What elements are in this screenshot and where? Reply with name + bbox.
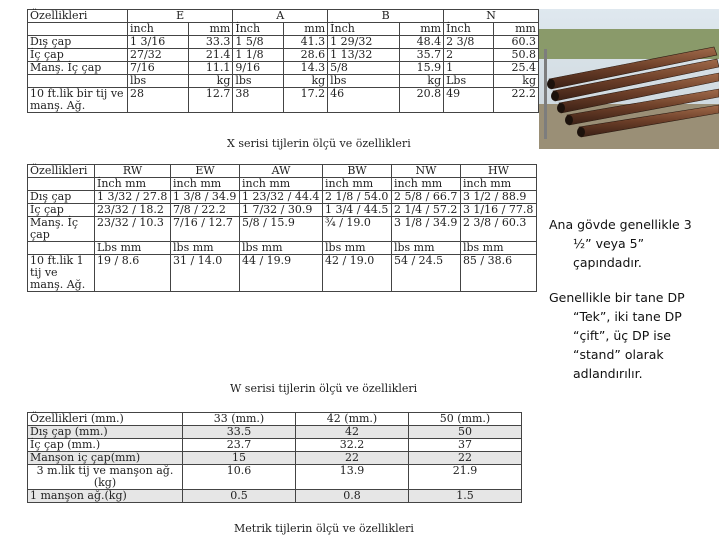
table-cell: 33.3 (188, 36, 233, 49)
header-cell: HW (460, 165, 536, 178)
table-cell: 1 29/32 (328, 36, 399, 49)
table-cell: 11.1 (188, 62, 233, 75)
table-cell: 23.7 (183, 439, 296, 452)
table-cell: inch mm (391, 178, 460, 191)
table-cell: 49 (444, 88, 494, 113)
table-cell: 19 / 8.6 (95, 255, 171, 292)
table-cell: 54 / 24.5 (391, 255, 460, 292)
row-label: Dış çap (mm.) (28, 426, 183, 439)
table-cell: inch mm (171, 178, 240, 191)
table-cell: 85 / 38.6 (460, 255, 536, 292)
table-cell: 1 5/8 (233, 36, 283, 49)
header-cell: EW (171, 165, 240, 178)
table-cell: İnch (328, 23, 399, 36)
table-cell: 9/16 (233, 62, 283, 75)
header-cell: NW (391, 165, 460, 178)
table-cell: lbs mm (391, 242, 460, 255)
units-row (28, 23, 539, 36)
table-cell: 1 13/32 (328, 49, 399, 62)
table-cell: 1 3/4 / 44.5 (323, 204, 392, 217)
table-cell: 21.4 (188, 49, 233, 62)
table-row (28, 490, 522, 503)
table-cell: 31 / 14.0 (171, 255, 240, 292)
units-row (28, 242, 537, 255)
table-cell: 32.2 (296, 439, 409, 452)
row-label: 1 manşon ağ.(kg) (28, 490, 183, 503)
w-series-table (27, 164, 537, 292)
header-cell: N (444, 10, 539, 23)
table-cell: 21.9 (409, 465, 522, 490)
row-label: Manşon iç çap(mm) (28, 452, 183, 465)
row-label: Manş. İç çap (28, 62, 128, 75)
table-caption: X serisi tijlerin ölçü ve özellikleri (227, 137, 411, 150)
table-cell: 2 5/8 / 66.7 (391, 191, 460, 204)
table-cell: Lbs (444, 75, 494, 88)
row-label: İç çap (28, 204, 95, 217)
table-cell: kg (399, 75, 444, 88)
table-cell: 14.3 (283, 62, 328, 75)
table-cell: 2 3/8 (444, 36, 494, 49)
table-cell: inch mm (460, 178, 536, 191)
table-cell: 7/8 / 22.2 (171, 204, 240, 217)
table-cell: 23/32 / 10.3 (95, 217, 171, 242)
table-header-row (28, 10, 539, 23)
units-row (28, 75, 539, 88)
row-label (28, 242, 95, 255)
row-label: İç çap (mm.) (28, 439, 183, 452)
table-cell: lbs (128, 75, 189, 88)
notes-text (549, 215, 709, 399)
header-cell: 33 (mm.) (183, 413, 296, 426)
table-row (28, 452, 522, 465)
table-cell: 3 1/8 / 34.9 (391, 217, 460, 242)
table-cell: 46 (328, 88, 399, 113)
table-row (28, 217, 537, 242)
table-cell: 35.7 (399, 49, 444, 62)
table-cell: kg (494, 75, 539, 88)
table-cell: lbs mm (239, 242, 322, 255)
table-cell: lbs mm (460, 242, 536, 255)
header-cell: A (233, 10, 328, 23)
table-row (28, 465, 522, 490)
header-cell: Özellikleri (mm.) (28, 413, 183, 426)
table-row (28, 49, 539, 62)
row-label (28, 75, 128, 88)
note-paragraph: Genellikle bir tane DP “Tek”, iki tane DP “çift”, üç DP ise “stand” olarak adlandırılır. (549, 290, 685, 381)
header-cell: AW (239, 165, 322, 178)
table-cell: mm (399, 23, 444, 36)
table-cell: 17.2 (283, 88, 328, 113)
table-cell: 42 / 19.0 (323, 255, 392, 292)
table-cell: 1 7/32 / 30.9 (239, 204, 322, 217)
table-cell: 44 / 19.9 (239, 255, 322, 292)
header-cell: 50 (mm.) (409, 413, 522, 426)
table-cell: inch mm (323, 178, 392, 191)
metric-table (27, 412, 522, 503)
table-cell: 50 (409, 426, 522, 439)
table-cell: lbs (328, 75, 399, 88)
table-cell: kg (283, 75, 328, 88)
header-cell: Özellikleri (28, 10, 128, 23)
table-row (28, 439, 522, 452)
table-cell: 28.6 (283, 49, 328, 62)
table-row (28, 191, 537, 204)
table-cell: 1.5 (409, 490, 522, 503)
row-label: Dış çap (28, 191, 95, 204)
table-cell: 25.4 (494, 62, 539, 75)
table-cell: 13.9 (296, 465, 409, 490)
header-cell: BW (323, 165, 392, 178)
table-cell: 2 (444, 49, 494, 62)
table-cell: 22 (409, 452, 522, 465)
table-cell: 2 1/4 / 57.2 (391, 204, 460, 217)
header-cell: B (328, 10, 444, 23)
table-cell: 42 (296, 426, 409, 439)
table-cell: ¾ / 19.0 (323, 217, 392, 242)
table-cell: 38 (233, 88, 283, 113)
table-caption: Metrik tijlerin ölçü ve özellikleri (234, 522, 414, 535)
table-cell: 27/32 (128, 49, 189, 62)
row-label: 10 ft.lik bir tij ve manş. Ağ. (28, 88, 128, 113)
drill-pipes-photo (539, 9, 719, 149)
table-cell: 2 3/8 / 60.3 (460, 217, 536, 242)
table-cell (28, 23, 128, 36)
table-row (28, 204, 537, 217)
x-series-table (27, 9, 539, 113)
table-cell: 5/8 (328, 62, 399, 75)
table-cell: lbs mm (171, 242, 240, 255)
table-row (28, 36, 539, 49)
table-cell: 60.3 (494, 36, 539, 49)
table-cell: 33.5 (183, 426, 296, 439)
row-label: İç çap (28, 49, 128, 62)
table-header-row (28, 165, 537, 178)
table-cell: 28 (128, 88, 189, 113)
table-header-row (28, 413, 522, 426)
table-cell: 22.2 (494, 88, 539, 113)
table-cell: mm (494, 23, 539, 36)
table-cell: İnch (444, 23, 494, 36)
units-row (28, 178, 537, 191)
table-cell: 48.4 (399, 36, 444, 49)
table-cell: 7/16 (128, 62, 189, 75)
table-cell: kg (188, 75, 233, 88)
row-label: Dış çap (28, 36, 128, 49)
table-cell: 37 (409, 439, 522, 452)
table-cell: 10.6 (183, 465, 296, 490)
table-cell: Lbs mm (95, 242, 171, 255)
table-row (28, 426, 522, 439)
table-cell: 41.3 (283, 36, 328, 49)
table-cell: mm (283, 23, 328, 36)
table-cell (28, 178, 95, 191)
header-cell: E (128, 10, 233, 23)
table-cell: 1 1/8 (233, 49, 283, 62)
table-cell: 3 1/2 / 88.9 (460, 191, 536, 204)
table-row (28, 255, 537, 292)
table-cell: 22 (296, 452, 409, 465)
row-label: Manş. İç çap (28, 217, 95, 242)
table-cell: İnch (233, 23, 283, 36)
table-row (28, 88, 539, 113)
table-cell: 1 23/32 / 44.4 (239, 191, 322, 204)
table-cell: 0.5 (183, 490, 296, 503)
row-label: 10 ft.lik 1 tij ve manş. Ağ. (28, 255, 95, 292)
table-caption: W serisi tijlerin ölçü ve özellikleri (230, 382, 418, 395)
table-cell: 2 1/8 / 54.0 (323, 191, 392, 204)
table-cell: 1 3/16 (128, 36, 189, 49)
table-cell: inch (128, 23, 189, 36)
table-cell: inch mm (239, 178, 322, 191)
table-row (28, 62, 539, 75)
table-cell: 7/16 / 12.7 (171, 217, 240, 242)
row-label: 3 m.lik tij ve manşon ağ.(kg) (28, 465, 183, 490)
table-cell: 1 3/8 / 34.9 (171, 191, 240, 204)
table-cell: 12.7 (188, 88, 233, 113)
table-cell: İnch mm (95, 178, 171, 191)
table-cell: 15.9 (399, 62, 444, 75)
header-cell: RW (95, 165, 171, 178)
header-cell: Özellikleri (28, 165, 95, 178)
note-paragraph: Ana gövde genellikle 3 ½” veya 5” çapındadır. (549, 217, 692, 270)
table-cell: 50.8 (494, 49, 539, 62)
table-cell: lbs mm (323, 242, 392, 255)
table-cell: 15 (183, 452, 296, 465)
table-cell: 20.8 (399, 88, 444, 113)
table-cell: 3 1/16 / 77.8 (460, 204, 536, 217)
table-cell: 1 3/32 / 27.8 (95, 191, 171, 204)
header-cell: 42 (mm.) (296, 413, 409, 426)
table-cell: 23/32 / 18.2 (95, 204, 171, 217)
table-cell: 1 (444, 62, 494, 75)
table-cell: mm (188, 23, 233, 36)
table-cell: 0.8 (296, 490, 409, 503)
table-cell: lbs (233, 75, 283, 88)
table-cell: 5/8 / 15.9 (239, 217, 322, 242)
